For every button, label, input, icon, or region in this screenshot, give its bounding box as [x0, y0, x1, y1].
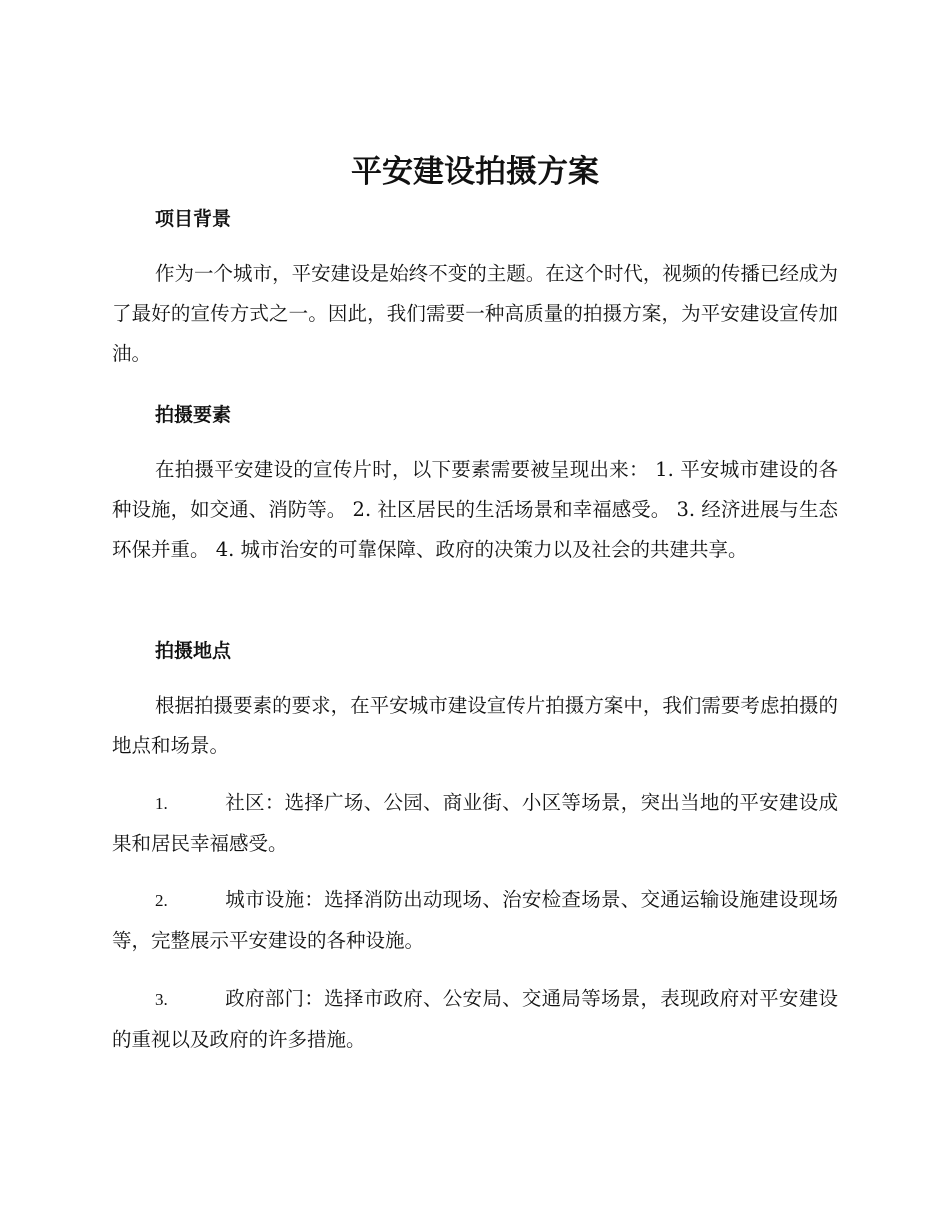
list-item-number: 3. — [155, 990, 168, 1009]
section-heading-elements: 拍摄要素 — [155, 404, 232, 426]
list-item — [112, 979, 838, 1060]
list-item-text: 政府部门：选择市政府、公安局、交通局等场景，表现政府对平安建设的重视以及政府的许多措施。 — [112, 987, 838, 1051]
list-item-number: 2. — [155, 891, 168, 910]
list-item-number: 1. — [155, 794, 168, 813]
list-item — [112, 880, 838, 961]
list-item-text: 城市设施：选择消防出动现场、治安检查场景、交通运输设施建设现场等，完整展示平安建设的各种设施。 — [112, 888, 838, 952]
section-paragraph-elements: 在拍摄平安建设的宣传片时，以下要素需要被呈现出来： 1. 平安城市建设的各种设施，如交通、消防等。 2. 社区居民的生活场景和幸福感受。 3. 经济进展与生态环保并重。 4. 城市治安的可靠保障、政府的决策力以及社会的共建共享。 — [112, 458, 838, 561]
section-heading-locations: 拍摄地点 — [155, 640, 232, 662]
list-item-text: 社区：选择广场、公园、商业街、小区等场景，突出当地的平安建设成果和居民幸福感受。 — [112, 791, 838, 855]
section-heading-background: 项目背景 — [155, 208, 232, 230]
section-paragraph-locations: 根据拍摄要素的要求，在平安城市建设宣传片拍摄方案中，我们需要考虑拍摄的地点和场景。 — [112, 694, 838, 757]
section-paragraph-background: 作为一个城市，平安建设是始终不变的主题。在这个时代，视频的传播已经成为了最好的宣传方式之一。因此，我们需要一种高质量的拍摄方案，为平安建设宣传加油。 — [112, 262, 838, 365]
list-item — [112, 783, 838, 864]
document-title: 平安建设拍摄方案 — [351, 154, 599, 190]
